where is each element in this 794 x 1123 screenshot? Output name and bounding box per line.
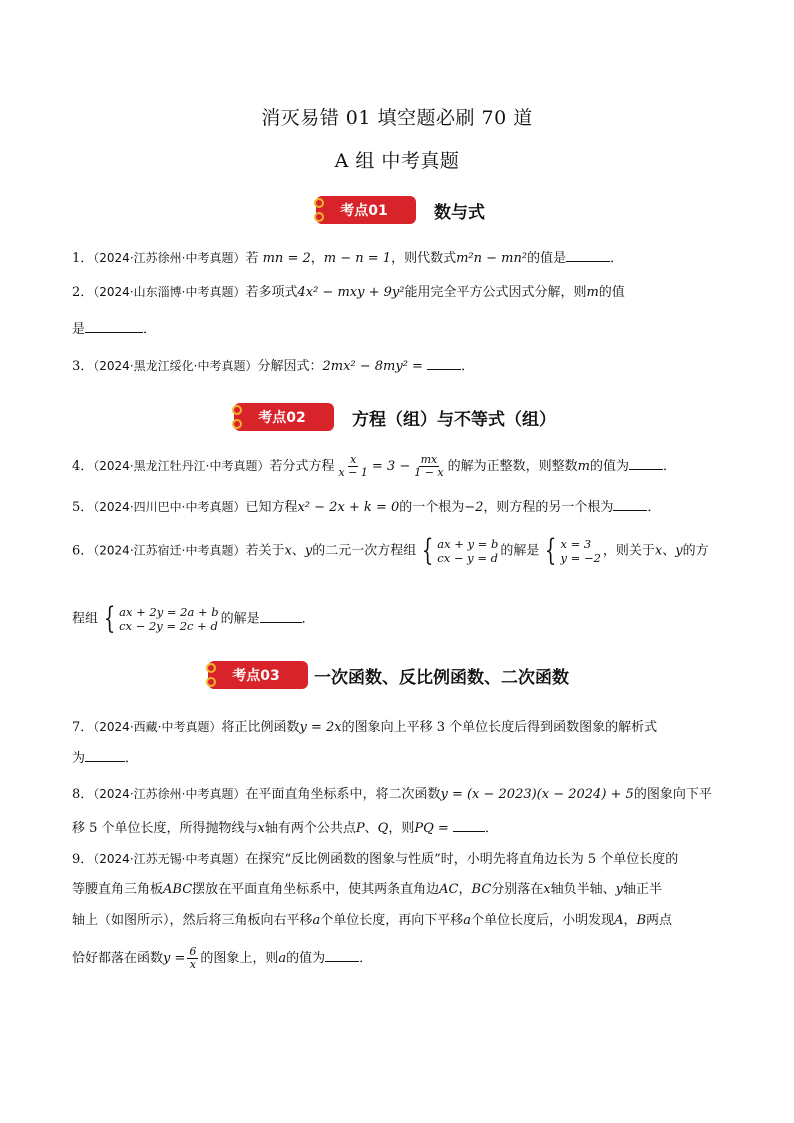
text-fragment: 2． — [72, 285, 94, 300]
text-fragment: 的解是 — [220, 611, 260, 627]
text-fragment: 分解因式： — [257, 359, 323, 374]
text-fragment: （2024·黑龙江牡丹江·中考真题） — [93, 459, 270, 473]
fraction — [187, 946, 198, 971]
text-fragment: ABC — [163, 882, 193, 897]
text-fragment: 7． — [72, 720, 94, 735]
question-7 — [72, 717, 732, 738]
text-fragment: mx — [420, 453, 438, 466]
text-fragment: x = 3 — [560, 537, 592, 551]
text-fragment: x — [284, 543, 292, 559]
text-fragment: 分别落在 — [491, 882, 544, 897]
text-fragment: 的图象向下平 — [633, 787, 712, 802]
text-fragment: { — [545, 533, 557, 568]
text-fragment: 若 — [245, 251, 259, 266]
text-fragment: m − n = 1 — [323, 251, 392, 266]
text-fragment: x — [189, 958, 196, 971]
text-fragment: x² − 2x + k = 0 — [297, 500, 400, 515]
text-fragment: 的值为 — [589, 459, 629, 474]
text-fragment: B — [636, 913, 647, 928]
text-fragment: 轴有两个公共点 — [264, 821, 356, 836]
text-fragment: x — [350, 453, 357, 466]
text-fragment: 轴负半轴、 — [550, 882, 616, 897]
text-fragment: a — [278, 951, 287, 966]
text-fragment: 在平面直角坐标系中，将二次函数 — [245, 787, 441, 802]
text-fragment: x − 1 — [338, 466, 368, 479]
section-header-3 — [200, 658, 569, 692]
section-header-2 — [226, 400, 556, 434]
text-fragment: 个单位长度后，小明发现 — [471, 913, 615, 928]
text-fragment: 的解为正整数，则整数 — [447, 459, 578, 474]
text-fragment: 已知方程 — [245, 500, 298, 515]
text-fragment: 的解是 — [500, 543, 540, 559]
text-fragment: m²n − mn² — [456, 251, 528, 266]
section-badge — [226, 400, 338, 434]
text-fragment: Q — [377, 821, 389, 836]
fraction — [336, 454, 369, 479]
text-fragment: 的值为 — [286, 951, 326, 966]
text-fragment: 6 — [189, 945, 197, 958]
text-fragment: 是 — [72, 322, 86, 337]
text-fragment: ax + 2y = 2a + b — [119, 605, 219, 619]
text-fragment: （2024·江苏无锡·中考真题） — [93, 852, 246, 866]
section-title: 一次函数、反比例函数、二次函数 — [314, 667, 569, 688]
text-fragment: 为 — [72, 751, 86, 766]
text-fragment: 轴上（如图所示），然后将三角板向右平移 — [72, 913, 313, 928]
text-fragment: 5． — [72, 500, 94, 515]
text-fragment: a — [312, 913, 321, 928]
text-fragment: y — [675, 543, 683, 559]
text-fragment: 若多项式 — [245, 285, 298, 300]
text-fragment: ． — [610, 251, 624, 266]
section-badge-label: 考点02 — [258, 410, 306, 426]
text-fragment: 4x² − mxy + 9y² — [297, 285, 405, 300]
equation-system — [541, 533, 601, 568]
section-badge — [200, 658, 312, 692]
equation-system — [418, 533, 499, 568]
section-title: 数与式 — [434, 202, 485, 223]
text-fragment: x — [257, 821, 265, 836]
text-fragment: 的图象上，则 — [200, 951, 279, 966]
answer-blank — [427, 355, 461, 370]
text-fragment: ． — [301, 611, 315, 627]
text-fragment: 的一个根为 — [399, 500, 465, 515]
text-fragment: 若关于 — [245, 543, 285, 559]
text-fragment: y = 2x — [299, 720, 342, 735]
question-8 — [72, 784, 732, 805]
text-fragment: ， — [623, 913, 637, 928]
section-title: 方程（组）与不等式（组） — [352, 409, 556, 430]
text-fragment: ，则代数式 — [391, 251, 457, 266]
question-3 — [72, 355, 732, 377]
text-fragment: y = −2 — [560, 551, 601, 565]
section-header-1 — [308, 193, 485, 227]
text-fragment: A — [614, 913, 624, 928]
text-fragment: ． — [461, 359, 475, 374]
question-8-cont — [72, 817, 732, 839]
text-fragment: cx − y = d — [437, 551, 498, 565]
question-5 — [72, 496, 732, 518]
text-fragment: BC — [471, 882, 492, 897]
text-fragment: （2024·山东淄博·中考真题） — [93, 285, 246, 299]
section-badge-label: 考点01 — [340, 203, 388, 219]
text-fragment: 、 — [291, 543, 305, 559]
question-4 — [72, 454, 732, 479]
document-subtitle: A 组 中考真题 — [334, 150, 460, 172]
text-fragment: 的图象向上平移 3 个单位长度后得到函数图象的解析式 — [341, 720, 658, 735]
text-fragment: ， — [310, 251, 324, 266]
text-fragment: 程组 — [72, 611, 99, 627]
question-9-cont1 — [72, 880, 732, 900]
text-fragment: ． — [647, 500, 661, 515]
text-fragment: （2024·西藏·中考真题） — [93, 720, 222, 734]
text-fragment: 移 5 个单位长度，所得抛物线与 — [72, 821, 258, 836]
answer-blank — [260, 608, 302, 623]
text-fragment: x — [654, 543, 663, 559]
text-fragment: 两点 — [646, 913, 673, 928]
section-badge-label: 考点03 — [232, 668, 280, 684]
text-fragment: 1 − x — [414, 466, 444, 479]
text-fragment: y — [615, 882, 624, 897]
text-fragment: （2024·江苏徐州·中考真题） — [93, 251, 246, 265]
text-fragment: 摆放在平面直角坐标系中，使其两条直角边 — [192, 882, 440, 897]
text-fragment: y = (x − 2023)(x − 2024) + 5 — [440, 787, 634, 802]
text-fragment: 等腰直角三角板 — [72, 882, 164, 897]
question-9-cont2 — [72, 911, 732, 931]
text-fragment: 的方 — [682, 543, 709, 559]
text-fragment: 的值是 — [527, 251, 567, 266]
text-fragment: ． — [359, 951, 373, 966]
answer-blank — [613, 496, 647, 511]
answer-blank — [325, 947, 359, 962]
text-fragment: m — [586, 285, 599, 300]
text-fragment: 轴正半 — [623, 882, 663, 897]
text-fragment: y = — [163, 951, 186, 966]
text-fragment: 6． — [72, 543, 94, 559]
text-fragment: ，则方程的另一个根为 — [483, 500, 614, 515]
question-9-cont3 — [72, 946, 732, 971]
fraction — [412, 454, 445, 479]
question-9 — [72, 849, 732, 870]
text-fragment: x — [543, 882, 551, 897]
text-fragment: ． — [143, 322, 157, 337]
text-fragment: 能用完全平方公式因式分解，则 — [404, 285, 587, 300]
text-fragment: 的二元一次方程组 — [312, 543, 417, 559]
text-fragment: 1． — [72, 251, 94, 266]
answer-blank — [85, 747, 125, 762]
text-fragment: ，则 — [388, 821, 415, 836]
text-fragment: { — [103, 601, 116, 636]
text-fragment: ． — [125, 751, 139, 766]
text-fragment: 个单位长度，再向下平移 — [320, 913, 464, 928]
text-fragment: 、 — [662, 543, 676, 559]
question-6 — [72, 533, 732, 568]
text-fragment — [119, 605, 219, 633]
question-2 — [72, 282, 732, 303]
text-fragment: mn = 2 — [262, 251, 311, 266]
text-fragment: cx − 2y = 2c + d — [119, 619, 218, 633]
text-fragment: （2024·江苏徐州·中考真题） — [93, 787, 246, 801]
text-fragment: ，则关于 — [602, 543, 655, 559]
question-2-cont — [72, 318, 732, 340]
text-fragment: （2024·黑龙江绥化·中考真题） — [93, 359, 258, 373]
section-badge — [308, 193, 420, 227]
answer-blank — [453, 817, 485, 832]
text-fragment: 若分式方程 — [269, 459, 335, 474]
text-fragment — [561, 537, 601, 565]
question-6-cont — [72, 601, 732, 636]
text-fragment: m — [577, 459, 590, 474]
text-fragment: 9． — [72, 852, 94, 867]
text-fragment: 4． — [72, 459, 94, 474]
text-fragment — [437, 537, 498, 565]
text-fragment: = 3 − — [371, 459, 411, 474]
text-fragment: 将正比例函数 — [221, 720, 300, 735]
text-fragment: ． — [484, 821, 498, 836]
question-7-cont — [72, 747, 732, 769]
text-fragment: ax + y = b — [437, 537, 499, 551]
text-fragment: 2mx² − 8my² = — [322, 359, 423, 374]
text-fragment: a — [463, 913, 472, 928]
text-fragment: 的值 — [598, 285, 625, 300]
equation-system — [100, 601, 219, 636]
answer-blank — [629, 455, 663, 470]
text-fragment: ． — [663, 459, 677, 474]
text-fragment: AC — [439, 882, 459, 897]
text-fragment: −2 — [464, 500, 484, 515]
text-fragment: { — [422, 533, 434, 568]
text-fragment: PQ = — [414, 821, 449, 836]
text-fragment: y — [304, 543, 313, 559]
text-fragment: （2024·四川巴中·中考真题） — [93, 500, 246, 514]
text-fragment: ， — [458, 882, 472, 897]
text-fragment: 3． — [72, 359, 94, 374]
question-1 — [72, 247, 732, 269]
document-title: 消灭易错 01 填空题必刷 70 道 — [261, 107, 533, 129]
text-fragment: 8． — [72, 787, 94, 802]
text-fragment: （2024·江苏宿迁·中考真题） — [93, 543, 246, 558]
text-fragment: 在探究“反比例函数的图象与性质”时，小明先将直角边长为 5 个单位长度的 — [245, 852, 679, 867]
answer-blank — [566, 247, 610, 262]
answer-blank — [85, 318, 143, 333]
text-fragment: 、 — [364, 821, 378, 836]
text-fragment: 恰好都落在函数 — [72, 951, 164, 966]
text-fragment: P — [355, 821, 365, 836]
